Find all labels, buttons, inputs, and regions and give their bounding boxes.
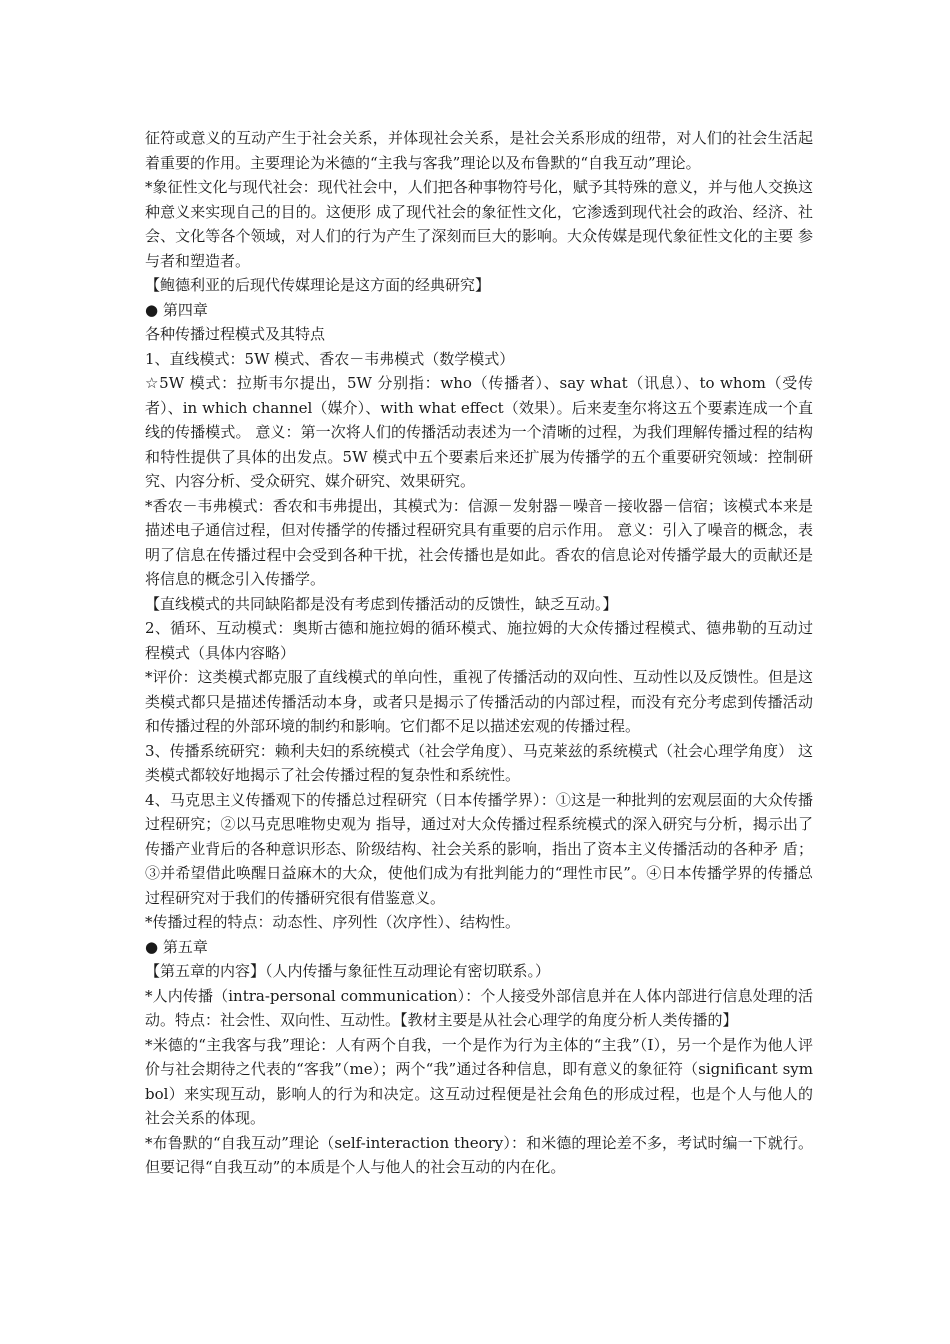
chapter-five-heading: ● 第五章 xyxy=(145,937,208,956)
paragraph-linear-defect-note: 【直线模式的共同缺陷都是没有考虑到传播活动的反馈性，缺乏互动。】 xyxy=(145,594,618,613)
paragraph-circular-models: 2、循环、互动模式：奥斯古德和施拉姆的循环模式、施拉姆的大众传播过程模式、德弗勒的互动过程模式（具体内容略） xyxy=(145,619,813,662)
paragraph-symbolic-culture: *象征性文化与现代社会：现代社会中，人们把各种事物符号化，赋予其特殊的意义，并与他人交换这种意义来实现自己的目的。这便形 成了现代社会的象征性文化，它渗透到现代社会的政治、经济、社会、文化等各个领域，对人们的行为产生了深刻而巨大的影响。大众传媒是现代象征性文化的主要 参与者和塑造者。 xyxy=(145,178,813,270)
chapter-four-heading: ● 第四章 xyxy=(145,300,208,319)
document-body xyxy=(145,126,813,1180)
paragraph-symbol-interaction: 征符或意义的互动产生于社会关系，并体现社会关系，是社会关系形成的纽带，对人们的社会生活起着重要的作用。主要理论为米德的“主我与客我”理论以及布鲁默的“自我互动”理论。 xyxy=(145,129,813,172)
paragraph-process-features: *传播过程的特点：动态性、序列性（次序性）、结构性。 xyxy=(145,913,521,931)
paragraph-mead-theory: *米德的“主我客与我”理论：人有两个自我，一个是作为行为主体的“主我”（I），另一个是作为他人评价与社会期待之代表的“客我”（me）；两个“我”通过各种信息，即有意义的象征符（significant symbol）来实现互动，影响人的行为和决定。这互动过程便是社会角色的形成过程，也是个人与他人的社会关系的体现。 xyxy=(145,1035,813,1127)
paragraph-linear-models: 1、直线模式：5W 模式、香农－韦弗模式（数学模式） xyxy=(145,349,515,368)
paragraph-marxist-research: 4、马克思主义传播观下的传播总过程研究（日本传播学界）：①这是一种批判的宏观层面的大众传播过程研究；②以马克思唯物史观为 指导，通过对大众传播过程系统模式的深入研究与分析，揭示出了传播产业背后的各种意识形态、阶级结构、社会关系的影响，指出了资本主义传播活动的各种矛 盾；③并希望借此唤醒日益麻木的大众，使他们成为有批判能力的“理性市民”。④日本传播学界的传播总过程研究对于我们的传播研究很有借鉴意义。 xyxy=(145,790,813,907)
paragraph-intrapersonal: *人内传播（intra-personal communication）：个人接受外部信息并在人体内部进行信息处理的活动。特点：社会性、双向性、互动性。【教材主要是从社会心理学的角度分析人类传播的】 xyxy=(145,986,813,1029)
section-title-models: 各种传播过程模式及其特点 xyxy=(145,325,326,343)
paragraph-shannon-weaver: *香农－韦弗模式：香农和韦弗提出，其模式为：信源－发射器－噪音－接收器－信宿；该模式本来是描述电子通信过程，但对传播学的传播过程研究具有重要的启示作用。 意义：引入了噪音的概念，表明了信息在传播过程中会受到各种干扰，社会传播也是如此。香农的信息论对传播学最大的贡献还是将信息的概念引入传播学。 xyxy=(145,496,813,588)
paragraph-system-research: 3、传播系统研究：赖利夫妇的系统模式（社会学角度）、马克莱兹的系统模式（社会心理学角度） 这类模式都较好地揭示了社会传播过程的复杂性和系统性。 xyxy=(145,741,813,784)
paragraph-baudrillard-note: 【鲍德利亚的后现代传媒理论是这方面的经典研究】 xyxy=(145,276,491,294)
paragraph-blumer-theory: *布鲁默的“自我互动”理论（self-interaction theory）：和米德的理论差不多，考试时编一下就行。但要记得“自我互动”的本质是个人与他人的社会互动的内在化。 xyxy=(145,1133,813,1176)
paragraph-5w-model: ☆5W 模式：拉斯韦尔提出，5W 分别指：who（传播者）、say what（讯息）、to whom（受传者）、in which channel（媒介）、with what effect（效果）。后来麦奎尔将这五个要素连成一个直线的传播模式。 意义：第一次将人们的传播活动表述为一个清晰的过程，为我们理解传播过程的结构和特性提供了具体的出发点。5W 模式中五个要素后来还扩展为传播学的五个重要研究领域：控制研究、内容分析、受众研究、媒介研究、效果研究。 xyxy=(145,374,813,490)
paragraph-evaluation: *评价：这类模式都克服了直线模式的单向性，重视了传播活动的双向性、互动性以及反馈性。但是这类模式都只是描述传播活动本身，或者只是揭示了传播活动的内部过程，而没有充分考虑到传播活动和传播过程的外部环境的制约和影响。它们都不足以描述宏观的传播过程。 xyxy=(145,668,813,735)
paragraph-chapter-five-content: 【第五章的内容】（人内传播与象征性互动理论有密切联系。） xyxy=(145,962,551,980)
